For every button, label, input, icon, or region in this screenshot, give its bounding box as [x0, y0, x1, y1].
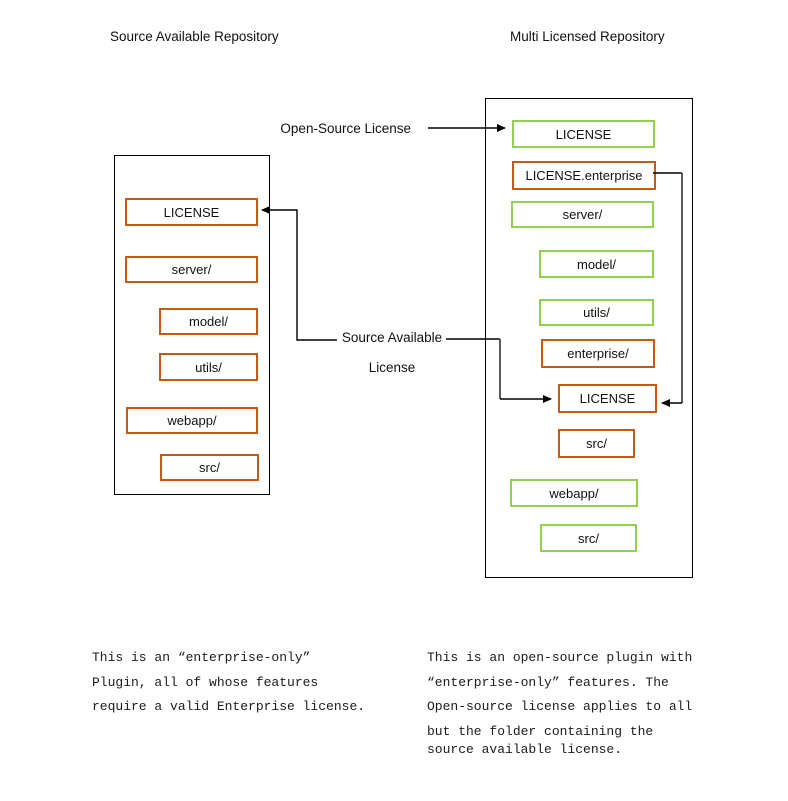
- right-repo-panel: [485, 98, 693, 578]
- right-folder-src-webapp: src/: [540, 524, 637, 552]
- left-folder-utils: utils/: [159, 353, 258, 381]
- open-source-license-label: Open-Source License: [280, 121, 411, 136]
- right-caption: [427, 650, 692, 767]
- source-available-label-line2: License: [368, 360, 416, 375]
- right-folder-model: model/: [539, 250, 654, 278]
- left-repo-panel: [114, 155, 270, 495]
- left-caption-line: Plugin, all of whose features: [92, 674, 319, 690]
- right-caption-line: source available license.: [427, 742, 623, 757]
- left-folder-model: model/: [159, 308, 258, 335]
- right-folder-utils: utils/: [539, 299, 654, 326]
- right-file-license-inner: LICENSE: [558, 384, 657, 413]
- connector-source-available-left: [262, 210, 337, 340]
- right-caption-line: Open-source license applies to all: [427, 699, 693, 714]
- right-file-license-top: LICENSE: [512, 120, 655, 148]
- right-folder-webapp: webapp/: [510, 479, 638, 507]
- left-caption-line: require a valid Enterprise license.: [92, 699, 366, 714]
- left-repo-title: Source Available Repository: [110, 29, 279, 44]
- left-folder-src: src/: [160, 454, 259, 481]
- right-caption-line: but the folder containing the: [427, 723, 654, 739]
- left-caption: [92, 650, 365, 724]
- right-file-license-enterprise: LICENSE.enterprise: [512, 161, 656, 190]
- right-folder-enterprise: enterprise/: [541, 339, 655, 368]
- right-caption-line: This is an open-source plugin with: [427, 650, 693, 665]
- source-available-license-label: [339, 330, 445, 375]
- left-caption-line: This is an “enterprise-only”: [92, 650, 311, 665]
- left-folder-server: server/: [125, 256, 258, 283]
- right-folder-server: server/: [511, 201, 654, 228]
- right-repo-title: Multi Licensed Repository: [510, 29, 665, 44]
- right-folder-src-enterprise: src/: [558, 429, 635, 458]
- right-caption-line: “enterprise-only” features. The: [427, 674, 669, 690]
- left-folder-webapp: webapp/: [126, 407, 258, 434]
- left-file-license: LICENSE: [125, 198, 258, 226]
- source-available-label-line1: Source Available: [341, 330, 443, 345]
